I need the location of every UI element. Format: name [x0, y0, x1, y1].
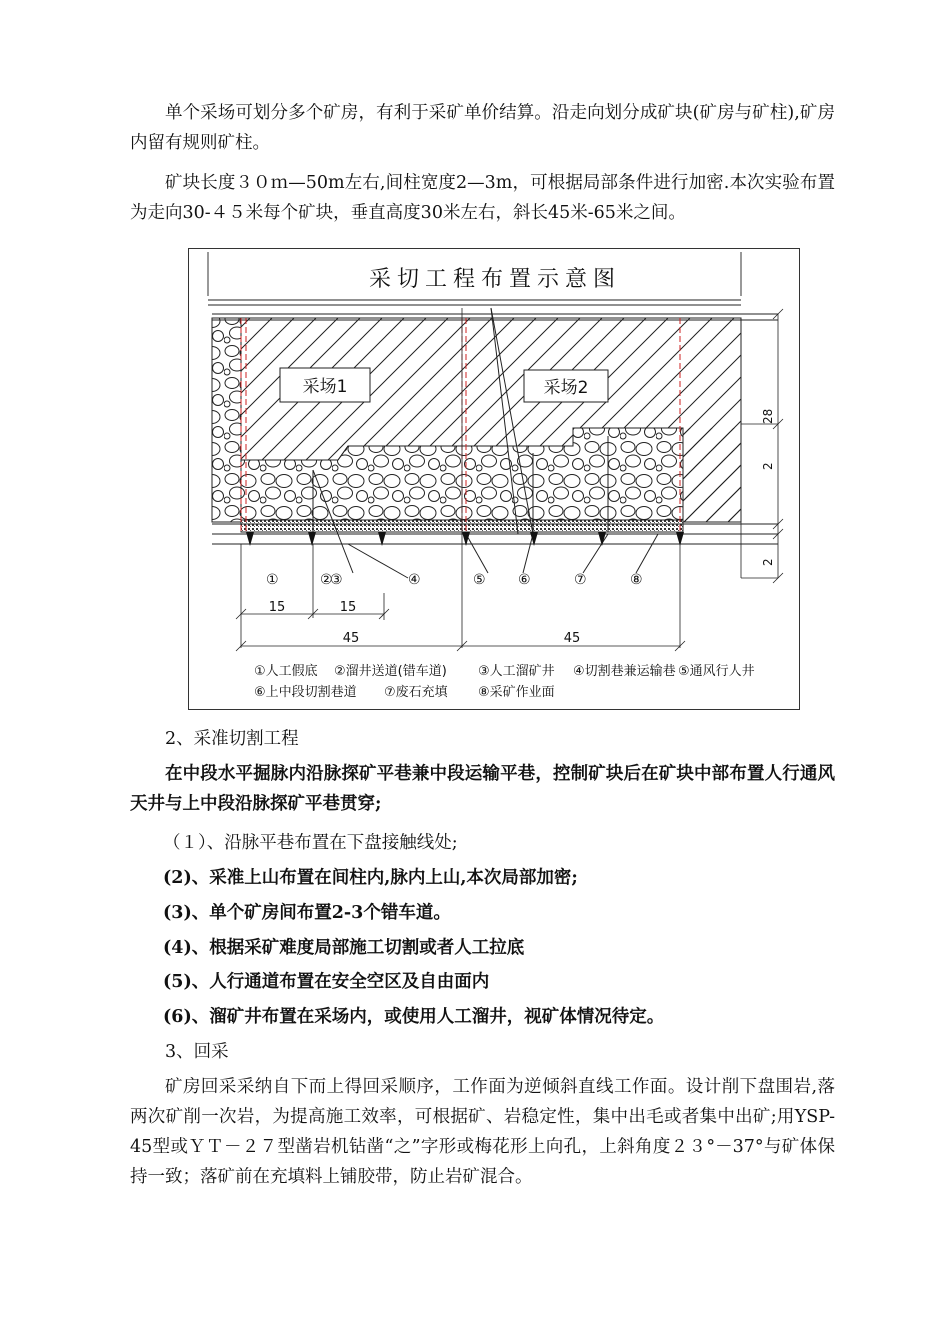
- section-2-item-1: （１）、沿脉平巷布置在下盘接触线处;: [163, 833, 458, 853]
- circle-1: ①: [266, 572, 279, 588]
- circle-8: ⑧: [630, 572, 643, 588]
- dim-15-a: 15: [268, 600, 286, 615]
- intro-paragraph-1: 单个采场可划分多个矿房，有利于采矿单价结算。沿走向划分成矿块(矿房与矿柱),矿房内留有规则矿柱。: [130, 103, 835, 153]
- section-2-item-5: (5)、人行通道布置在安全空区及自由面内: [163, 972, 490, 992]
- circle-4: ④: [408, 572, 421, 588]
- circle-3: ③: [330, 572, 343, 588]
- intro-paragraph-2: 矿块长度３０ｍ—50m左右,间柱宽度2—3m，可根据局部条件进行加密.本次实验布置为走向30-４５米每个矿块，垂直高度30米左右，斜长45米-65米之间。: [130, 173, 835, 223]
- stope-2-label: 采场2: [543, 378, 589, 398]
- section-2-item-3: (3)、单个矿房间布置2-3个错车道。: [163, 903, 451, 923]
- dim-2-b: 2: [761, 558, 775, 566]
- dim-2-a: 2: [761, 462, 775, 470]
- legend-4: ④切割巷兼运输巷: [573, 664, 676, 679]
- stope-1-label: 采场1: [302, 377, 348, 397]
- section-3-heading: 3、回采: [165, 1042, 229, 1062]
- section-2-item-6: (6)、溜矿井布置在采场内，或使用人工溜井，视矿体情况待定。: [163, 1007, 665, 1027]
- legend-8: ⑧采矿作业面: [478, 685, 555, 700]
- dim-45-a: 45: [342, 631, 360, 646]
- circle-2: ②: [320, 572, 333, 588]
- section-2-heading: 2、采准切割工程: [165, 729, 299, 749]
- section-2-bold-paragraph: 在中段水平掘脉内沿脉探矿平巷兼中段运输平巷，控制矿块后在矿块中部布置人行通风天井与上中段沿脉探矿平巷贯穿;: [130, 764, 835, 814]
- legend-3: ③人工溜矿井: [478, 664, 555, 679]
- section-2-item-2: (2)、采准上山布置在间柱内,脉内上山,本次局部加密;: [163, 868, 578, 888]
- circle-7: ⑦: [574, 572, 587, 588]
- dim-45-b: 45: [563, 631, 581, 646]
- legend-5: ⑤通风行人井: [678, 664, 755, 679]
- dim-28: 28: [761, 408, 775, 424]
- dim-15-b: 15: [339, 600, 357, 615]
- section-2-item-4: (4)、根据采矿难度局部施工切割或者人工拉底: [163, 938, 525, 958]
- circle-6: ⑥: [518, 572, 531, 588]
- section-3-paragraph: 矿房回采采纳自下而上得回采顺序，工作面为逆倾斜直线工作面。设计削下盘围岩,落两次矿削一次岩，为提高施工效率，可根据矿、岩稳定性，集中出毛或者集中出矿;用YSP-45型或ＹＴ－２７型凿岩机钻凿“之”字形或梅花形上向孔，上斜角度２３°－37°与矿体保持一致；落矿前在充填料上铺胶带，防止岩矿混合。: [130, 1077, 835, 1187]
- legend-6: ⑥上中段切割巷道: [254, 685, 357, 700]
- circle-5: ⑤: [473, 572, 486, 588]
- mining-layout-figure: [188, 248, 800, 710]
- legend-2: ②溜井送道(错车道): [334, 664, 447, 679]
- legend-7: ⑦废石充填: [384, 685, 448, 700]
- left-fill-column: [212, 318, 241, 522]
- legend-1: ①人工假底: [254, 664, 318, 679]
- figure-title: 采切工程布置示意图: [368, 267, 622, 292]
